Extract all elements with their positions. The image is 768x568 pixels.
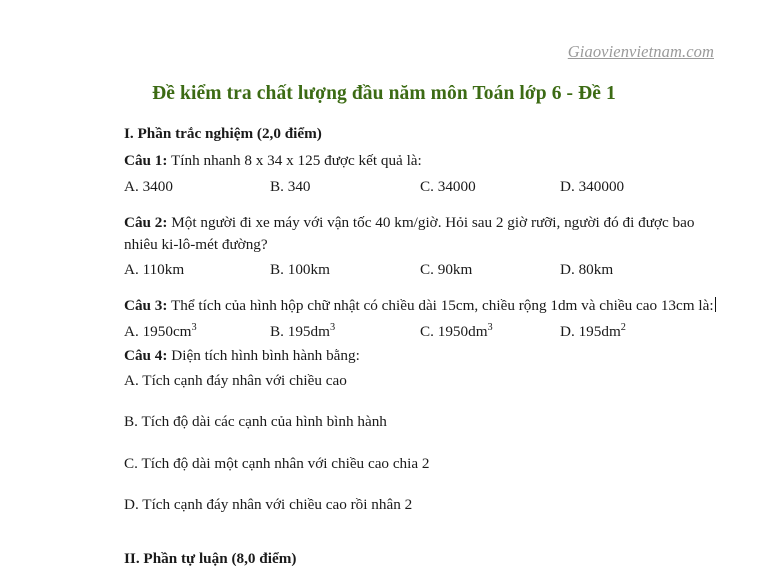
- question-3-option-a[interactable]: [124, 321, 197, 343]
- question-4-label: Câu 4:: [124, 346, 168, 364]
- question-3-option-d[interactable]: [560, 321, 626, 343]
- option-letter: C.: [420, 177, 434, 195]
- question-1: [124, 150, 724, 172]
- question-4-option-a[interactable]: A. Tích cạnh đáy nhân với chiều cao: [124, 372, 347, 390]
- question-3-option-b[interactable]: [270, 321, 335, 343]
- question-4: [124, 345, 724, 367]
- option-letter: C.: [420, 322, 434, 340]
- question-1-option-b[interactable]: [270, 176, 311, 198]
- question-3-option-c[interactable]: [420, 321, 493, 343]
- question-4-text: Diện tích hình bình hành bằng:: [167, 346, 360, 364]
- option-value: 110km: [142, 261, 185, 279]
- option-value: 90km: [437, 261, 473, 279]
- text-cursor: [715, 297, 716, 312]
- option-letter: B.: [270, 261, 284, 279]
- option-value: 340: [287, 177, 311, 195]
- page-title: Đề kiểm tra chất lượng đầu năm môn Toán lớp 6 - Đề 1: [152, 83, 616, 104]
- question-2-option-a[interactable]: [124, 259, 184, 281]
- question-2: [124, 212, 724, 257]
- option-exponent: 3: [487, 321, 493, 333]
- question-4-option-b[interactable]: B. Tích độ dài các cạnh của hình bình hành: [124, 413, 387, 431]
- option-value: 34000: [437, 177, 476, 195]
- option-value: 340000: [578, 177, 625, 195]
- question-1-option-a[interactable]: [124, 176, 173, 198]
- question-2-option-b[interactable]: [270, 259, 330, 281]
- exam-content: [124, 123, 724, 516]
- question-2-text: Một người đi xe máy với vận tốc 40 km/giờ. Hỏi sau 2 giờ rưỡi, người đó đi được bao nhiêu ki-lô-mét đường?: [124, 213, 695, 254]
- option-value: 1950cm: [142, 322, 192, 340]
- option-letter: C.: [420, 261, 434, 279]
- section-heading-part-2: II. Phần tự luận (8,0 điểm): [124, 551, 297, 567]
- option-value: 195dm: [578, 322, 621, 340]
- option-letter: D.: [560, 177, 575, 195]
- question-1-options: [124, 176, 724, 198]
- question-3-options: [124, 321, 724, 343]
- option-letter: D.: [560, 322, 575, 340]
- option-value: 3400: [142, 177, 173, 195]
- question-2-label: Câu 2:: [124, 213, 168, 231]
- question-3-text: Thể tích của hình hộp chữ nhật có chiều dài 15cm, chiều rộng 1dm và chiều cao 13cm là:: [167, 297, 714, 315]
- question-1-text: Tính nhanh 8 x 34 x 125 được kết quả là:: [167, 152, 422, 170]
- question-4-option-d[interactable]: D. Tích cạnh đáy nhân với chiều cao rồi nhân 2: [124, 496, 413, 514]
- option-exponent: 2: [620, 321, 626, 333]
- option-value: 100km: [287, 261, 330, 279]
- option-letter: A.: [124, 261, 139, 279]
- question-2-option-d[interactable]: [560, 259, 613, 281]
- option-value: 195dm: [287, 322, 330, 340]
- option-letter: A.: [124, 177, 139, 195]
- question-2-option-c[interactable]: [420, 259, 472, 281]
- question-2-options: [124, 259, 724, 281]
- option-letter: B.: [270, 177, 284, 195]
- option-value: 80km: [578, 261, 614, 279]
- question-3-label: Câu 3:: [124, 297, 168, 315]
- option-letter: D.: [560, 261, 575, 279]
- question-1-option-c[interactable]: [420, 176, 476, 198]
- watermark-site-name: Giaovienvietnam.com: [567, 42, 714, 61]
- option-letter: A.: [124, 322, 139, 340]
- question-1-option-d[interactable]: [560, 176, 624, 198]
- section-heading-part-1: I. Phần trắc nghiệm (2,0 điểm): [124, 125, 322, 142]
- option-value: 1950dm: [437, 322, 488, 340]
- question-1-label: Câu 1:: [124, 152, 168, 170]
- question-3: [124, 295, 724, 317]
- option-exponent: 3: [191, 321, 197, 333]
- question-4-option-c[interactable]: C. Tích độ dài một cạnh nhân với chiều cao chia 2: [124, 454, 430, 472]
- option-exponent: 3: [329, 321, 336, 333]
- option-letter: B.: [270, 322, 284, 340]
